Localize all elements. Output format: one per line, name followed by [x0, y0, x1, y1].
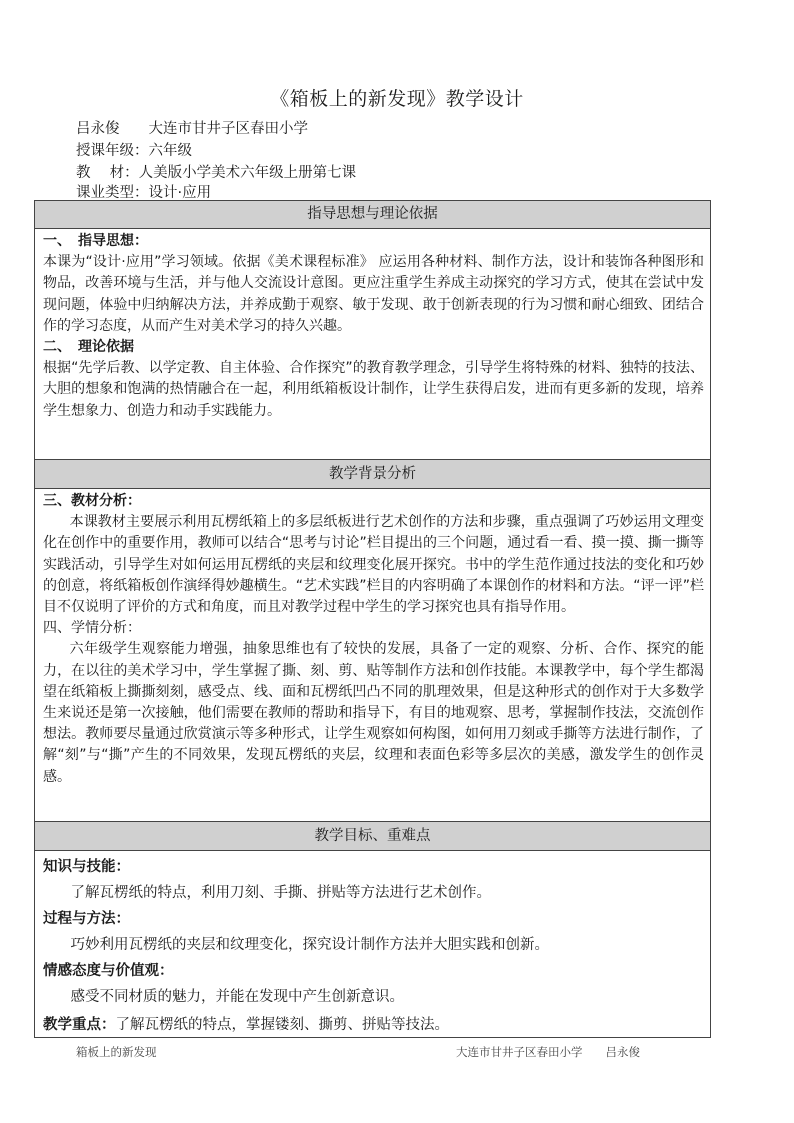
- footer-right: 大连市甘井子区春田小学 吕永俊: [456, 1045, 640, 1059]
- course-type-line: 课业类型：设计·应用: [76, 185, 212, 201]
- author-name: 吕永俊: [76, 121, 120, 137]
- heading-emotion-values: 情感态度与价值观：: [43, 963, 174, 979]
- key-points-label: 教学重点：: [43, 1017, 116, 1033]
- paragraph-process-methods: 巧妙利用瓦楞纸的夹层和纹理变化，探究设计制作方法并大胆实践和创新。: [70, 937, 550, 953]
- textbook-line: 教 材：人美版小学美术六年级上册第七课: [76, 165, 357, 181]
- author-line: [76, 118, 308, 140]
- section-header-background: 教学背景分析: [35, 459, 710, 489]
- lesson-table: [34, 200, 711, 1038]
- heading-process-methods: 过程与方法：: [43, 911, 130, 927]
- school-name: 大连市甘井子区春田小学: [148, 121, 308, 137]
- section-background-content: [43, 491, 704, 788]
- section-guiding-content: [43, 231, 704, 422]
- paragraph-emotion-values: 感受不同材质的魅力，并能在发现中产生创新意识。: [70, 989, 405, 1005]
- grade-line: 授课年级：六年级: [76, 143, 192, 159]
- heading-textbook-analysis: 三、教材分析：: [43, 493, 141, 509]
- heading-knowledge-skills: 知识与技能：: [43, 859, 130, 875]
- heading-student-analysis: 四、学情分析：: [43, 620, 141, 637]
- paragraph-student-analysis: 六年级学生观察能力增强，抽象思维也有了较快的发展，具备了一定的观察、分析、合作、探究的能力，在以往的美术学习中，学生掌握了撕、刻、剪、贴等制作方法和创作技能。本课教学中，每个学生都渴望在纸箱板上撕撕刻刻，感受点、线、面和瓦楞纸凹凸不同的肌理效果，但是这种形式的创作对于大多数学生来说还是第一次接触，他们需要在教师的帮助和指导下，有目的地观察、思考，掌握制作技法，交流创作想法。教师要尽量通过欣赏演示等多种形式，让学生观察如何构图，如何用刀刻或手撕等方法进行制作，了解“刻”与“撕”产生的不同效果，发现瓦楞纸的夹层，纹理和表面色彩等多层次的美感，激发学生的创作灵感。: [43, 641, 704, 785]
- paragraph-knowledge-skills: 了解瓦楞纸的特点，利用刀刻、手撕、拼贴等方法进行艺术创作。: [70, 885, 492, 901]
- paragraph-guiding-thought: 本课为“设计·应用”学习领域。依据《美术课程标准》 应运用各种材料、制作方法，设计和装饰各种图形和物品，改善环境与生活，并与他人交流设计意图。更应注重学生养成主动探究的学习方式，使其在尝试中发现问题，体验中归纳解决方法，并养成勤于观察、敏于发现、敢于创新表现的行为习惯和耐心细致、团结合作的学习态度，从而产生对美术学习的持久兴趣。: [43, 254, 704, 334]
- teaching-key-points: [43, 1012, 704, 1038]
- section-header-objectives: 教学目标、重难点: [35, 821, 710, 851]
- paragraph-textbook-analysis: 本课教材主要展示利用瓦楞纸箱上的多层纸板进行艺术创作的方法和步骤，重点强调了巧妙运用文理变化在创作中的重要作用，教师可以结合“思考与讨论”栏目提出的三个问题，通过看一看、摸一摸、撕一撕等实践活动，引导学生对如何运用瓦楞纸的夹层和纹理变化展开探究。书中的学生范作通过技法的变化和巧妙的创意，将纸箱板创作演绎得妙趣横生。“艺术实践”栏目的内容明确了本课创作的材料和方法。“评一评”栏目不仅说明了评价的方式和角度，而且对教学过程中学生的学习探究也具有指导作用。: [43, 514, 704, 616]
- footer-left: 箱板上的新发现: [76, 1045, 157, 1059]
- section-objectives-content: [43, 854, 704, 1038]
- key-points-text: 了解瓦楞纸的特点，掌握镂刻、撕剪、拼贴等技法。: [115, 1017, 449, 1033]
- paragraph-theory-basis: 根据“先学后教、以学定教、自主体验、合作探究”的教育教学理念，引导学生将特殊的材料、独特的技法、大胆的想象和饱满的热情融合在一起，利用纸箱板设计制作，让学生获得启发，进而有更多新的发现，培养学生想象力、创造力和动手实践能力。: [43, 360, 704, 419]
- section-header-guiding: 指导思想与理论依据: [35, 201, 710, 229]
- heading-guiding-thought: 一、 指导思想：: [43, 233, 148, 249]
- document-title: 《箱板上的新发现》教学设计: [270, 88, 524, 110]
- heading-theory-basis: 二、 理论依据: [43, 339, 134, 356]
